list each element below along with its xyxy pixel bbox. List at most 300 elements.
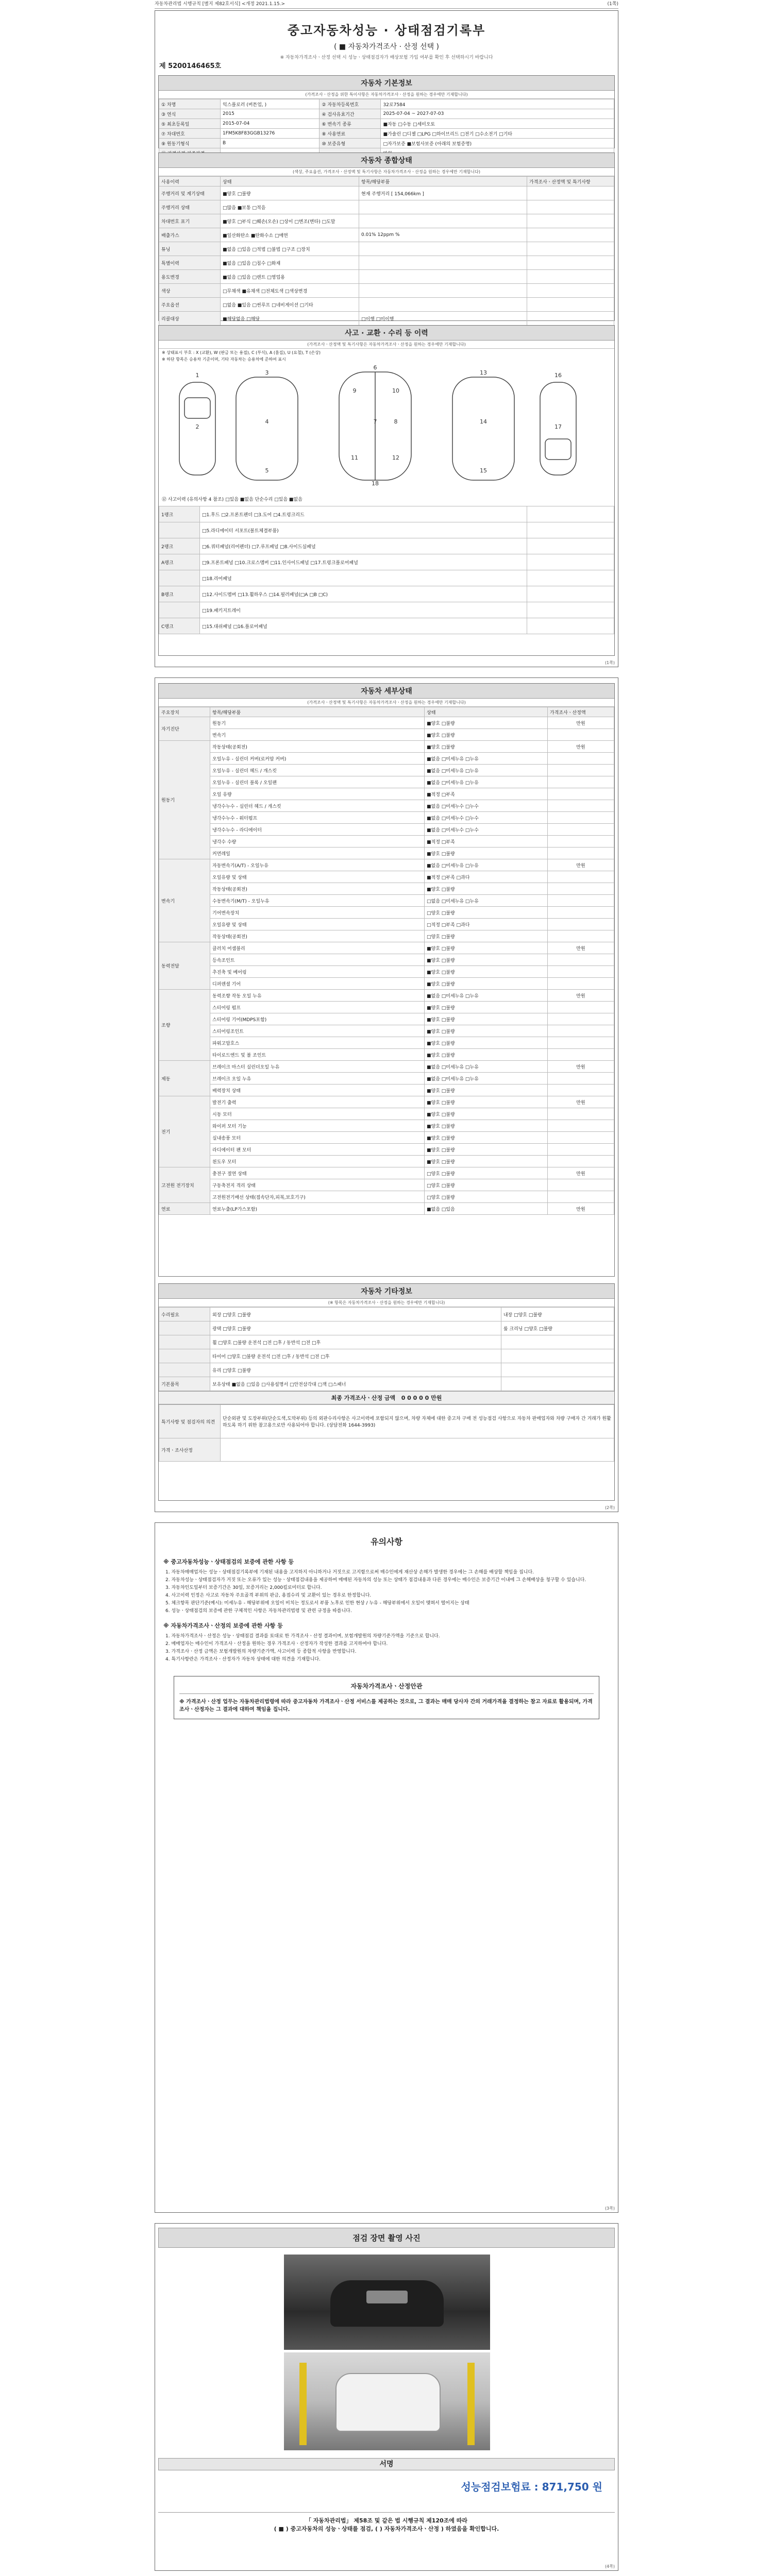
detail-price	[548, 788, 614, 800]
detail-price	[548, 966, 614, 978]
guide-list-2	[158, 1633, 615, 1664]
detail-price: 만원	[548, 990, 614, 1002]
detail-status: ■양호 □불량	[425, 1132, 548, 1144]
detail-row	[159, 1191, 614, 1203]
rank-parts: □19.패키지트레이	[200, 602, 527, 618]
basic-info-table	[159, 99, 614, 158]
form-reference: 자동차관리법 시행규칙 [별지 제82호서식] <개정 2021.1.15.>	[155, 2, 285, 7]
page-number-3: (3쪽)	[604, 2206, 615, 2211]
detail-row	[159, 1061, 614, 1073]
panel-number-label: 15	[480, 467, 487, 474]
rank-row	[159, 602, 614, 618]
detail-price	[548, 1179, 614, 1191]
detail-price	[548, 1025, 614, 1037]
detail-price: 만원	[548, 1061, 614, 1073]
detail-price	[548, 753, 614, 765]
detail-item: 작동상태(공회전)	[210, 883, 425, 895]
detail-item: 오일누유 - 실린더 커버(로커암 커버)	[210, 753, 425, 765]
detail-price: 만원	[548, 741, 614, 753]
detail-status: ■양호 □불량	[425, 1108, 548, 1120]
detail-row	[159, 1002, 614, 1013]
rank-row	[159, 522, 614, 538]
detail-row	[159, 859, 614, 871]
panel-number-label: 12	[392, 454, 399, 461]
detail-row	[159, 765, 614, 776]
detail-row	[159, 1120, 614, 1132]
detail-item: 클러치 어셈블리	[210, 942, 425, 954]
other-row	[159, 1308, 614, 1321]
general-price	[527, 284, 614, 298]
other-info-section	[158, 1283, 615, 1501]
detail-status: ■없음 □미세누유 □누유	[425, 776, 548, 788]
detail-status: ■없음 □미세누수 □누수	[425, 824, 548, 836]
detail-status: ■없음 □미세누유 □누유	[425, 753, 548, 765]
other-item-a: 보유상태 ■없음 □있음 □사용설명서 □안전삼각대 □잭 □스패너	[210, 1377, 501, 1391]
general-status-note: (색상, 주요옵션, 가격조사ㆍ산정액 및 특기사항은 자동차가격조사ㆍ산정을 원하는 경우에만 기재합니다)	[159, 168, 614, 176]
other-row	[159, 1321, 614, 1335]
general-price	[527, 298, 614, 312]
rank-price	[527, 602, 614, 618]
basic-value: 32로7584	[381, 99, 614, 109]
detail-row	[159, 812, 614, 824]
detail-item: 브레이크 오일 누유	[210, 1073, 425, 1084]
detail-status: ■양호 □불량	[425, 1144, 548, 1156]
price-survey-value	[221, 1438, 614, 1462]
accident-note: (가격조사ㆍ산정액 및 특기사항은 자동차가격조사ㆍ산정을 원하는 경우에만 기재합니다)	[159, 341, 614, 349]
rank-label	[159, 570, 200, 586]
detail-row	[159, 1037, 614, 1049]
detail-item: 오일누유 - 실린더 블록 / 오일팬	[210, 776, 425, 788]
detail-header: 가격조사ㆍ산정액	[548, 707, 614, 717]
other-row	[159, 1377, 614, 1391]
photo-section-title: 점검 장면 촬영 사진	[158, 2228, 615, 2248]
general-item: 주행거리 상태	[159, 200, 221, 214]
other-item-b	[501, 1335, 614, 1349]
detail-row	[159, 1144, 614, 1156]
general-row	[159, 312, 614, 326]
general-price	[527, 187, 614, 200]
detail-status: □양호 □불량	[425, 1191, 548, 1203]
detail-price	[548, 907, 614, 919]
detail-item: 배력장치 상태	[210, 1084, 425, 1096]
rank-parts: □5.라디에이터 서포트(볼트체결부품)	[200, 522, 527, 538]
detail-item: 수동변속기(M/T) - 오일누유	[210, 895, 425, 907]
basic-value: ■자동 □수동 □세미오토	[381, 119, 614, 129]
detail-status: ■양호 □불량	[425, 966, 548, 978]
other-item-b	[501, 1349, 614, 1363]
guide-line: 1. 자동차가격조사ㆍ산정은 성능ㆍ상태점검 결과를 토대로 한 가격조사ㆍ산정 결과이며, 보험개발원의 차량기준가액을 기준으로 합니다.	[165, 1634, 440, 1639]
detail-item: 실내송풍 모터	[210, 1132, 425, 1144]
other-item-b: 룸 크리닝 □양호 □불량	[501, 1321, 614, 1335]
detail-row	[159, 848, 614, 859]
basic-label: ② 자동차등록번호	[320, 99, 381, 109]
total-price-value: 0 0 0 0 0 만원	[401, 1395, 442, 1401]
detail-price	[548, 1037, 614, 1049]
detail-price	[548, 895, 614, 907]
detail-row	[159, 1167, 614, 1179]
detail-item: 냉각수누수 - 라디에이터	[210, 824, 425, 836]
detail-status: ■양호 □불량	[425, 741, 548, 753]
rank-parts: □1.후드 □2.프론트펜더 □3.도어 □4.트렁크리드	[200, 506, 527, 522]
general-detail	[359, 284, 527, 298]
detail-table	[159, 707, 614, 1215]
detail-price	[548, 883, 614, 895]
general-row	[159, 298, 614, 312]
detail-item: 변속기	[210, 729, 425, 741]
guide-box-title: 자동차가격조사ㆍ산정안관	[179, 1682, 594, 1694]
page-number-4: (4쪽)	[604, 2564, 615, 2569]
other-category	[159, 1363, 210, 1377]
rank-row	[159, 538, 614, 554]
accident-legend-2: ※ 하단 항목은 승용차 기준이며, 기타 자동차는 승용차에 준하여 표시	[162, 357, 286, 362]
page-number-2: (2쪽)	[604, 1505, 615, 1510]
general-detail: □이행 □미이행	[359, 312, 527, 326]
detail-row	[159, 954, 614, 966]
detail-item: 발전기 출력	[210, 1096, 425, 1108]
detail-item: 구동축전지 격리 상태	[210, 1179, 425, 1191]
panel-number-label: 17	[554, 423, 562, 430]
detail-price: 만원	[548, 1167, 614, 1179]
guide-line: 5. 체크항목 판단기준(예시): 미세누유 - 해당부위에 오일이 비치는 정도로서 부품 노후로 인한 현상 / 누유 - 해당부위에서 오일이 맺혀서 떨어지는 상태	[165, 1601, 469, 1606]
general-status: ■양호 □부식 □훼손(오손) □상이 □변조(변타) □도말	[221, 214, 359, 228]
general-price	[527, 242, 614, 256]
accident-title: 사고 · 교환 · 수리 등 이력	[159, 326, 614, 341]
general-detail	[359, 298, 527, 312]
form-header-bar	[155, 0, 618, 9]
detail-item: 타이로드엔드 및 볼 조인트	[210, 1049, 425, 1061]
car-damage-diagram	[169, 362, 592, 490]
detail-price	[548, 800, 614, 812]
rank-parts: □9.프론트패널 □10.크로스멤버 □11.인사이드패널 □17.트렁크플로어패널	[200, 554, 527, 570]
detail-row	[159, 1049, 614, 1061]
panel-number-label: 16	[554, 372, 562, 379]
detail-price	[548, 1084, 614, 1096]
rank-label: C랭크	[159, 618, 200, 634]
guide-line: 3. 가격조사ㆍ산정 금액은 보험개발원의 차량기준가액, 사고이력 등 종합적 사항을 반영합니다.	[165, 1649, 357, 1654]
detail-row	[159, 1156, 614, 1167]
detail-price	[548, 1156, 614, 1167]
general-status: ■양호 □불량	[221, 187, 359, 200]
detail-group-name: 제동	[159, 1061, 210, 1096]
detail-price	[548, 1191, 614, 1203]
detail-item: 충전구 절연 상태	[210, 1167, 425, 1179]
detail-item: 오일유량 및 상태	[210, 919, 425, 930]
signature-title: 서명	[158, 2458, 615, 2470]
detail-header: 상태	[425, 707, 548, 717]
detail-status: □없음 □미세누유 □누유	[425, 895, 548, 907]
panel-number-label: 9	[352, 387, 357, 394]
guide-subtitle-1: ※ 중고자동차성능ㆍ상태점검의 보증에 관한 사항 등	[163, 1558, 294, 1565]
general-row	[159, 228, 614, 242]
detail-status: ■없음 □미세누유 □누유	[425, 990, 548, 1002]
detail-price	[548, 871, 614, 883]
guide-title: 유의사항	[371, 1537, 402, 1547]
basic-value: ■가솔린 □디젤 □LPG □하이브리드 □전기 □수소전기 □기타	[381, 129, 614, 139]
other-item-a: 타이어 □양호 □불량 운전석 □전 □후 / 동반석 □전 □후	[210, 1349, 501, 1363]
panel-number-label: 1	[195, 372, 199, 379]
other-info-title: 자동차 기타정보	[159, 1284, 614, 1299]
basic-label: ⑦ 차대번호	[159, 129, 221, 139]
general-status: ■해당없음 □해당	[221, 312, 359, 326]
guide-section	[158, 1528, 615, 2206]
general-detail	[359, 256, 527, 270]
detail-price	[548, 1049, 614, 1061]
rank-label: 1랭크	[159, 506, 200, 522]
rank-row	[159, 506, 614, 522]
other-info-table	[159, 1307, 614, 1391]
other-item-a: 휠 □양호 □불량 운전석 □전 □후 / 동반석 □전 □후	[210, 1335, 501, 1349]
detail-item: 등속조인트	[210, 954, 425, 966]
page-3	[155, 1522, 618, 2213]
detail-price: 만원	[548, 942, 614, 954]
detail-price	[548, 1120, 614, 1132]
detail-item: 라디에이터 팬 모터	[210, 1144, 425, 1156]
detail-item: 냉각수 수량	[210, 836, 425, 848]
page-2	[155, 677, 618, 1512]
general-item: 리콜대상	[159, 312, 221, 326]
detail-status: ■양호 □불량	[425, 848, 548, 859]
basic-label: ⑨ 원동기형식	[159, 139, 221, 148]
rank-price	[527, 618, 614, 634]
special-notes-text: 단순외판 및 도장부위(단순도색,도막부위) 등의 외판수리사항은 사고이력에 포함되지 않으며, 차량 자체에 대한 중고차 구매 전 성능점검 사항으로 자동차 판매업자와 차량 구매자 간 거래가 원활하도록 하기 위한 참고용으로만 사용되어야 합니다. (상담전화 1644-3993)	[221, 1405, 614, 1438]
detail-row	[159, 1025, 614, 1037]
general-item: 특별이력	[159, 256, 221, 270]
detail-item: 작동상태(공회전)	[210, 741, 425, 753]
basic-info-note: (가격조사ㆍ산정을 위한 특이사항은 자동차가격조사ㆍ산정을 원하는 경우에만 기재합니다)	[159, 91, 614, 99]
detail-status: ■양호 □불량	[425, 942, 548, 954]
basic-row	[159, 99, 614, 109]
general-detail	[359, 242, 527, 256]
general-status: ■없음 □있음 □적법 □불법 □구조 □장치	[221, 242, 359, 256]
detail-row	[159, 883, 614, 895]
guide-line: 2. 자동차성능ㆍ상태점검자가 거짓 또는 오류가 있는 성능ㆍ상태점검내용을 제공하여 매매된 자동차의 성능 또는 상태가 점검내용과 다른 경우에는 매수인은 보증기간 이내에 그 손해배상을 청구할 수 있습니다.	[165, 1578, 586, 1583]
detail-status: □적정 □부족 □과다	[425, 919, 548, 930]
general-row	[159, 200, 614, 214]
detail-item: 파워고압호스	[210, 1037, 425, 1049]
detail-status: ■양호 □불량	[425, 729, 548, 741]
basic-row	[159, 139, 614, 148]
detail-item: 오일 유량	[210, 788, 425, 800]
other-item-b	[501, 1377, 614, 1391]
panel-number-label: 4	[265, 418, 269, 425]
rank-price	[527, 538, 614, 554]
rank-label	[159, 522, 200, 538]
basic-row	[159, 129, 614, 139]
basic-label: ④ 검사유효기간	[320, 109, 381, 119]
detail-price	[548, 824, 614, 836]
general-detail	[359, 214, 527, 228]
general-header: 가격조사ㆍ산정액 및 특기사항	[527, 177, 614, 187]
detail-status: ■양호 □불량	[425, 1084, 548, 1096]
detail-status: ■없음 □미세누유 □누유	[425, 1073, 548, 1084]
page-indicator: (1쪽)	[607, 2, 618, 7]
detail-note: (가격조사ㆍ산정액 및 특기사항은 자동차가격조사ㆍ산정을 원하는 경우에만 기재합니다)	[159, 699, 614, 707]
detail-row	[159, 824, 614, 836]
detail-row	[159, 1108, 614, 1120]
basic-info-section	[158, 75, 615, 148]
general-status: □없음 ■있음 □썬루프 □네비게이션 □기타	[221, 298, 359, 312]
rank-price	[527, 554, 614, 570]
detail-item: 동력조향 작동 오일 누유	[210, 990, 425, 1002]
special-notes-label: 특기사항 및 점검자의 의견	[159, 1405, 221, 1438]
general-price	[527, 200, 614, 214]
detail-status: ■양호 □불량	[425, 1025, 548, 1037]
other-category: 수리필요	[159, 1308, 210, 1321]
other-category	[159, 1335, 210, 1349]
basic-label: ① 차명	[159, 99, 221, 109]
panel-number-label: 7	[373, 418, 377, 425]
basic-label: ⑥ 변속기 종류	[320, 119, 381, 129]
guide-box-text: ※ 가격조사ㆍ산정 업무는 자동차관리법령에 따라 중고자동차 가격조사ㆍ산정 서비스를 제공하는 것으로, 그 결과는 매매 당사자 간의 거래가격을 결정하는 참고 자료로 활용되며, 가격조사ㆍ산정자는 그 결과에 대하여 책임을 집니다.	[179, 1699, 593, 1713]
guide-line: 1. 자동차매매업자는 성능ㆍ상태점검기록부에 기재된 내용을 고지하지 아니하거나 거짓으로 고지함으로써 매수인에게 재산상 손해가 발생한 경우에는 그 손해를 배상할 책임을 집니다.	[165, 1570, 534, 1575]
general-detail	[359, 200, 527, 214]
detail-price	[548, 1144, 614, 1156]
basic-label: ⑤ 최초등록일	[159, 119, 221, 129]
basic-value: 2025-07-04 ~ 2027-07-03	[381, 109, 614, 119]
detail-status: ■양호 □불량	[425, 883, 548, 895]
guide-line: 6. 성능ㆍ상태점검의 보증에 관한 구체적인 사항은 자동차관리법령 및 관련 규정을 따릅니다.	[165, 1608, 352, 1614]
general-status: □많음 ■보통 □적음	[221, 200, 359, 214]
general-price	[527, 228, 614, 242]
detail-row	[159, 871, 614, 883]
general-price	[527, 312, 614, 326]
detail-item: 고전원전기배선 상태(접속단자,피복,보호기구)	[210, 1191, 425, 1203]
rank-price	[527, 506, 614, 522]
panel-number-label: 14	[480, 418, 487, 425]
detail-row	[159, 919, 614, 930]
detail-item: 냉각수누수 - 실린더 헤드 / 개스킷	[210, 800, 425, 812]
general-item: 튜닝	[159, 242, 221, 256]
detail-status: ■없음 □있음	[425, 1203, 548, 1215]
detail-status: ■적정 □부족	[425, 788, 548, 800]
general-item: 용도변경	[159, 270, 221, 284]
detail-row	[159, 729, 614, 741]
detail-status: □양호 □불량	[425, 930, 548, 942]
document-number: 제 5200146465호	[159, 62, 222, 70]
basic-value: 익스플로러 (버튼업, )	[221, 99, 320, 109]
basic-value: □자가보증 ■보험사보증 (아래의 보험증명)	[381, 139, 614, 148]
rank-label: A랭크	[159, 554, 200, 570]
car-left-outline	[236, 377, 298, 480]
detail-item: 원동기	[210, 717, 425, 729]
general-row	[159, 284, 614, 298]
rank-row	[159, 554, 614, 570]
insurance-fee: 성능점검보험료 : 871,750 원	[461, 2481, 602, 2493]
detail-item: 오일유량 및 상태	[210, 871, 425, 883]
accident-history-line: ⑫ 사고이력 (유의사항 4 참조) □있음 ■없음 단순수리 □있음 ■없음	[162, 497, 303, 502]
detail-status: ■없음 □미세누수 □누수	[425, 800, 548, 812]
detail-status: ■양호 □불량	[425, 1013, 548, 1025]
detail-price	[548, 1132, 614, 1144]
rank-label: 2랭크	[159, 538, 200, 554]
detail-status: ■양호 □불량	[425, 1049, 548, 1061]
detail-item: 와이퍼 모터 기능	[210, 1120, 425, 1132]
general-status: ■없음 □있음 □렌트 □영업용	[221, 270, 359, 284]
detail-group-name: 전기	[159, 1096, 210, 1167]
detail-price	[548, 848, 614, 859]
other-row	[159, 1349, 614, 1363]
rank-price	[527, 586, 614, 602]
detail-row	[159, 1084, 614, 1096]
page-1	[155, 10, 618, 667]
guide-line: 3. 자동차인도일부터 보증기간은 30일, 보증거리는 2,000킬로미터로 합니다.	[165, 1585, 322, 1590]
detail-status: □양호 □불량	[425, 1179, 548, 1191]
detail-item: 시동 모터	[210, 1108, 425, 1120]
rank-label: B랭크	[159, 586, 200, 602]
general-price	[527, 256, 614, 270]
detail-status: ■양호 □불량	[425, 1096, 548, 1108]
panel-number-label: 6	[373, 364, 377, 371]
rank-price	[527, 570, 614, 586]
detail-status: □양호 □불량	[425, 1167, 548, 1179]
panel-number-label: 13	[480, 369, 487, 376]
detail-status: ■양호 □불량	[425, 954, 548, 966]
document-notice: ※ 자동차가격조사ㆍ산정 선택 시 성능ㆍ상태점검자가 배상보험 가입 여부를 확인 후 선택하시기 바랍니다	[280, 55, 493, 60]
detail-row	[159, 1179, 614, 1191]
detail-price	[548, 978, 614, 990]
detail-price	[548, 1108, 614, 1120]
detail-price	[548, 776, 614, 788]
guide-list-1	[158, 1569, 615, 1615]
basic-value: B	[221, 139, 320, 148]
confirmation-line-2: ( ■ ) 중고자동차의 성능ㆍ상태를 점검, ( ) 자동차가격조사ㆍ산정 ) 하였음을 확인합니다.	[274, 2526, 499, 2532]
rank-parts: □18.리어패널	[200, 570, 527, 586]
page-4	[155, 2223, 618, 2571]
detail-item: 추진축 및 베어링	[210, 966, 425, 978]
general-header: 항목/해당부품	[359, 177, 527, 187]
document-title: 중고자동차성능 · 상태점검기록부	[287, 23, 486, 38]
general-detail: 현재 주행거리 [ 154,066km ]	[359, 187, 527, 200]
total-price-row	[159, 1391, 614, 1404]
general-detail: 0.01% 12ppm %	[359, 228, 527, 242]
detail-status: ■적정 □부족 □과다	[425, 871, 548, 883]
detail-price: 만원	[548, 859, 614, 871]
detail-price: 만원	[548, 717, 614, 729]
detail-row	[159, 1096, 614, 1108]
detail-row	[159, 1132, 614, 1144]
basic-row	[159, 119, 614, 129]
detail-header: 주요장치	[159, 707, 210, 717]
detail-price	[548, 765, 614, 776]
rank-parts: □15.대쉬패널 □16.플로어패널	[200, 618, 527, 634]
general-status: ■없음 □있음 □침수 □화재	[221, 256, 359, 270]
accident-legend: ※ 상태표시 부호 : X (교환), W (판금 또는 용접), C (부식), A (흠집), U (요철), T (손상)	[162, 350, 321, 355]
accident-section	[158, 325, 615, 656]
other-item-b: 내장 □양호 □불량	[501, 1308, 614, 1321]
other-item-b	[501, 1363, 614, 1377]
detail-price	[548, 930, 614, 942]
general-item: 배출가스	[159, 228, 221, 242]
general-row	[159, 187, 614, 200]
guide-line: 4. 특기사항란은 가격조사ㆍ산정자가 자동차 상태에 대한 의견을 기재합니다.	[165, 1657, 321, 1662]
detail-item: 작동상태(공회전)	[210, 930, 425, 942]
detail-group-name: 변속기	[159, 859, 210, 942]
rank-row	[159, 618, 614, 634]
panel-number-label: 11	[351, 454, 358, 461]
general-item: 차대번호 표기	[159, 214, 221, 228]
detail-row	[159, 1073, 614, 1084]
detail-title: 자동차 세부상태	[159, 684, 614, 699]
general-price	[527, 214, 614, 228]
car-right-outline	[452, 377, 514, 480]
detail-price	[548, 1002, 614, 1013]
guide-line: 2. 매매업자는 매수인이 가격조사ㆍ산정을 원하는 경우 가격조사ㆍ산정자가 작성한 결과를 고지하여야 합니다.	[165, 1641, 388, 1647]
detail-item: 윈도우 모터	[210, 1156, 425, 1167]
other-row	[159, 1335, 614, 1349]
detail-row	[159, 942, 614, 954]
detail-section	[158, 683, 615, 1277]
detail-status: ■없음 □미세누유 □누유	[425, 765, 548, 776]
